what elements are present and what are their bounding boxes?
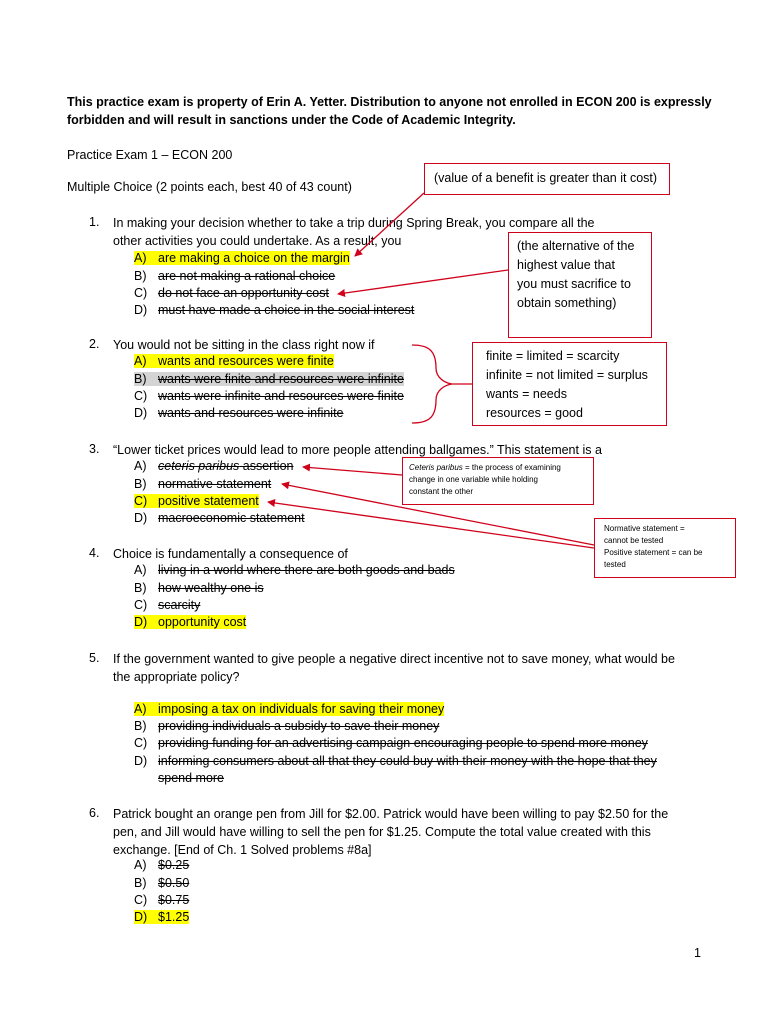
option-c: C) wants were infinite and resources were finite (134, 389, 404, 403)
option-b: B) providing individuals a subsidy to save their money (134, 719, 440, 733)
question-text: In making your decision whether to take a trip during Spring Break, you compare all the other activities you could undertake. As a result, you (113, 216, 595, 248)
option-a: A) living in a world where there are both goods and bads (134, 563, 455, 577)
copyright-notice-line2: forbidden and will result in sanctions under the Code of Academic Integrity. (67, 113, 516, 127)
question-text: If the government wanted to give people a negative direct incentive not to save money, what would be the appropriate policy? (113, 652, 675, 684)
note-ceteris-paribus-definition: Ceteris paribus = the process of examining change in one variable while holding constant the other (402, 457, 594, 505)
note-normative-positive-definition: Normative statement = cannot be tested Positive statement = can be tested (594, 518, 736, 578)
option-d: D) informing consumers about all that they could buy with their money with the hope that they (134, 754, 657, 768)
question-text: Choice is fundamentally a consequence of (113, 547, 348, 561)
arrow-opportunity-cost (338, 270, 508, 294)
option-a: A) imposing a tax on individuals for saving their money (134, 702, 445, 716)
note-opportunity-cost-definition: (the alternative of the highest value that you must sacrifice to obtain something) (508, 232, 652, 338)
option-a: A) ceteris paribus assertion (134, 459, 294, 473)
question-number: 2. (89, 337, 100, 351)
question-number: 6. (89, 806, 100, 820)
option-d: D) macroeconomic statement (134, 511, 305, 525)
option-c: C) positive statement (134, 494, 259, 508)
page-number: 1 (694, 946, 701, 960)
arrow-margin (355, 193, 424, 256)
option-c: C) $0.75 (134, 893, 190, 907)
option-b: B) wants were finite and resources were infinite (134, 372, 404, 386)
option-a: A) are making a choice on the margin (134, 251, 350, 265)
option-b: B) are not making a rational choice (134, 269, 336, 283)
option-c: C) scarcity (134, 598, 201, 612)
question-number: 3. (89, 442, 100, 456)
option-c: C) providing funding for an advertising campaign encouraging people to spend more money (134, 736, 648, 750)
arrow-ceteris (303, 467, 402, 475)
question-text: You would not be sitting in the class right now if (113, 338, 375, 352)
copyright-notice-line1: This practice exam is property of Erin A. Yetter. Distribution to anyone not enrolled in ECON 200 is expressly (67, 95, 712, 109)
question-text: Patrick bought an orange pen from Jill for $2.00. Patrick would have been willing to pay $2.50 for the pen, and Jill would have willing to sell the pen for $1.25. Compute the total value created with this exchange. [End of Ch. 1 Solved problems #8a] (113, 807, 669, 857)
question-number: 5. (89, 651, 100, 665)
arrow-positive (268, 502, 594, 548)
note-margin-definition: (value of a benefit is greater than it cost) (424, 163, 670, 195)
option-d: D) must have made a choice in the social interest (134, 303, 415, 317)
option-b: B) $0.50 (134, 876, 190, 890)
note-scarcity-definitions: finite = limited = scarcity infinite = not limited = surplus wants = needs resources = good (472, 342, 667, 426)
option-d: D) $1.25 (134, 910, 190, 924)
question-number: 4. (89, 546, 100, 560)
question-text: “Lower ticket prices would lead to more people attending ballgames.” This statement is a (113, 443, 602, 457)
option-b: B) normative statement (134, 477, 272, 491)
question-number: 1. (89, 215, 100, 229)
option-d: D) wants and resources were infinite (134, 406, 344, 420)
section-heading: Multiple Choice (2 points each, best 40 of 43 count) (67, 180, 352, 194)
option-a: A) $0.25 (134, 858, 190, 872)
option-d-continued: spend more (158, 771, 225, 785)
option-c: C) do not face an opportunity cost (134, 286, 329, 300)
brace-scarcity (412, 345, 452, 423)
exam-title: Practice Exam 1 – ECON 200 (67, 148, 233, 162)
option-d: D) opportunity cost (134, 615, 247, 629)
option-a: A) wants and resources were finite (134, 354, 334, 368)
option-b: B) how wealthy one is (134, 581, 264, 595)
